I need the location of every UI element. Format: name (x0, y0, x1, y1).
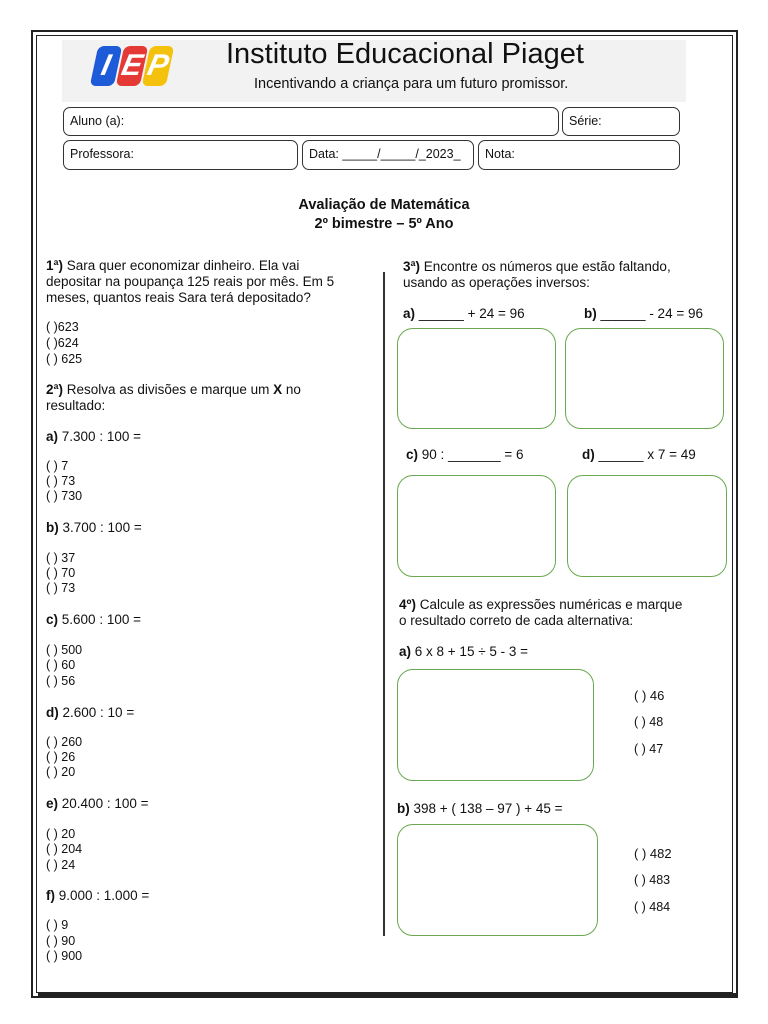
aluno-field[interactable]: Aluno (a): (63, 107, 559, 136)
q1-option-3[interactable]: ( ) 625 (46, 352, 83, 366)
q1-number: 1ª) (46, 258, 64, 273)
q4a-option-2[interactable]: ( ) 48 (634, 715, 664, 729)
q2b-option-3[interactable]: ( ) 73 (46, 581, 76, 595)
q1-option-2[interactable]: ( )624 (46, 336, 79, 350)
q1-line-2: depositar na poupança 125 reais por mês. Em 5 (46, 274, 335, 289)
institution-motto: Incentivando a criança para um futuro promissor. (254, 76, 569, 92)
q2-x-mark: X (273, 382, 283, 397)
q3a-expression: a) ______ + 24 = 96 (403, 306, 525, 321)
q1-line-3: meses, quantos reais Sara terá depositado? (46, 290, 311, 305)
q3d-expression: d) ______ x 7 = 49 (582, 447, 696, 462)
q2f-option-2[interactable]: ( ) 90 (46, 934, 76, 948)
q4-line-1: 4º) Calcule as expressões numéricas e marque (399, 597, 683, 612)
q2c-option-2[interactable]: ( ) 60 (46, 658, 76, 672)
nota-field[interactable]: Nota: (478, 140, 680, 170)
q2a-option-1[interactable]: ( ) 7 (46, 459, 69, 473)
column-divider (383, 272, 385, 936)
q4b-expression: b) 398 + ( 138 – 97 ) + 45 = (397, 801, 563, 816)
q4b-answer-box[interactable] (397, 824, 598, 936)
q2b-option-1[interactable]: ( ) 37 (46, 551, 76, 565)
q2c-expression: c) 5.600 : 100 = (46, 612, 141, 627)
q2c-option-3[interactable]: ( ) 56 (46, 674, 76, 688)
q3-number: 3ª) (403, 259, 421, 274)
q2-line-2: resultado: (46, 398, 106, 413)
q2-line-1: 2ª) Resolva as divisões e marque um X no (46, 382, 301, 397)
q4b-option-3[interactable]: ( ) 484 (634, 900, 671, 914)
q4a-expression: a) 6 x 8 + 15 ÷ 5 - 3 = (399, 644, 529, 659)
q2b-option-2[interactable]: ( ) 70 (46, 566, 76, 580)
q4b-option-2[interactable]: ( ) 483 (634, 873, 671, 887)
logo-letter-i: I (90, 46, 123, 86)
q2e-option-2[interactable]: ( ) 204 (46, 842, 83, 856)
q2f-expression: f) 9.000 : 1.000 = (46, 888, 150, 903)
q2f-option-1[interactable]: ( ) 9 (46, 918, 69, 932)
q3b-answer-box[interactable] (565, 328, 724, 429)
q4a-option-1[interactable]: ( ) 46 (634, 688, 665, 703)
q2e-option-1[interactable]: ( ) 20 (46, 827, 76, 841)
q2a-option-2[interactable]: ( ) 73 (46, 474, 76, 488)
q4-number: 4º) (399, 597, 416, 612)
q2d-option-2[interactable]: ( ) 26 (46, 750, 76, 764)
q2d-option-1[interactable]: ( ) 260 (46, 735, 83, 749)
q3-line-1: 3ª) Encontre os números que estão faltando, (403, 259, 671, 274)
serie-field[interactable]: Série: (562, 107, 680, 136)
q2e-expression: e) 20.400 : 100 = (46, 796, 149, 811)
q3-line-2: usando as operações inversos: (403, 275, 590, 290)
logo-letter-e: E (116, 46, 149, 86)
q2a-option-3[interactable]: ( ) 730 (46, 489, 83, 503)
q2d-option-3[interactable]: ( ) 20 (46, 765, 76, 779)
q2b-expression: b) 3.700 : 100 = (46, 520, 142, 535)
q2-number: 2ª) (46, 382, 64, 397)
page-border-shadow (38, 993, 736, 998)
q4-line-2: o resultado correto de cada alternativa: (399, 613, 634, 628)
q2a-expression: a) 7.300 : 100 = (46, 429, 141, 444)
data-field[interactable]: Data: _____/_____/_2023_ (302, 140, 474, 170)
q3b-expression: b) ______ - 24 = 96 (584, 306, 703, 321)
exam-subtitle: 2º bimestre – 5º Ano (314, 216, 454, 232)
q1-line-1: 1ª) Sara quer economizar dinheiro. Ela vai (46, 258, 300, 273)
institution-name: Instituto Educacional Piaget (226, 38, 584, 70)
q3a-answer-box[interactable] (397, 328, 556, 429)
exam-title: Avaliação de Matemática (298, 197, 470, 213)
q3d-answer-box[interactable] (567, 475, 727, 577)
q2c-option-1[interactable]: ( ) 500 (46, 643, 83, 657)
q4a-option-3[interactable]: ( ) 47 (634, 742, 664, 756)
q2f-option-3[interactable]: ( ) 900 (46, 949, 83, 963)
q2d-expression: d) 2.600 : 10 = (46, 705, 135, 720)
q4b-option-1[interactable]: ( ) 482 (634, 846, 672, 861)
q2e-option-3[interactable]: ( ) 24 (46, 858, 76, 872)
q4a-answer-box[interactable] (397, 669, 594, 781)
q3c-answer-box[interactable] (397, 475, 556, 577)
logo-letter-p: P (142, 46, 175, 86)
school-logo (92, 44, 172, 94)
professora-field[interactable]: Professora: (63, 140, 298, 170)
q1-option-1[interactable]: ( )623 (46, 320, 79, 334)
q3c-expression: c) 90 : _______ = 6 (406, 447, 524, 462)
